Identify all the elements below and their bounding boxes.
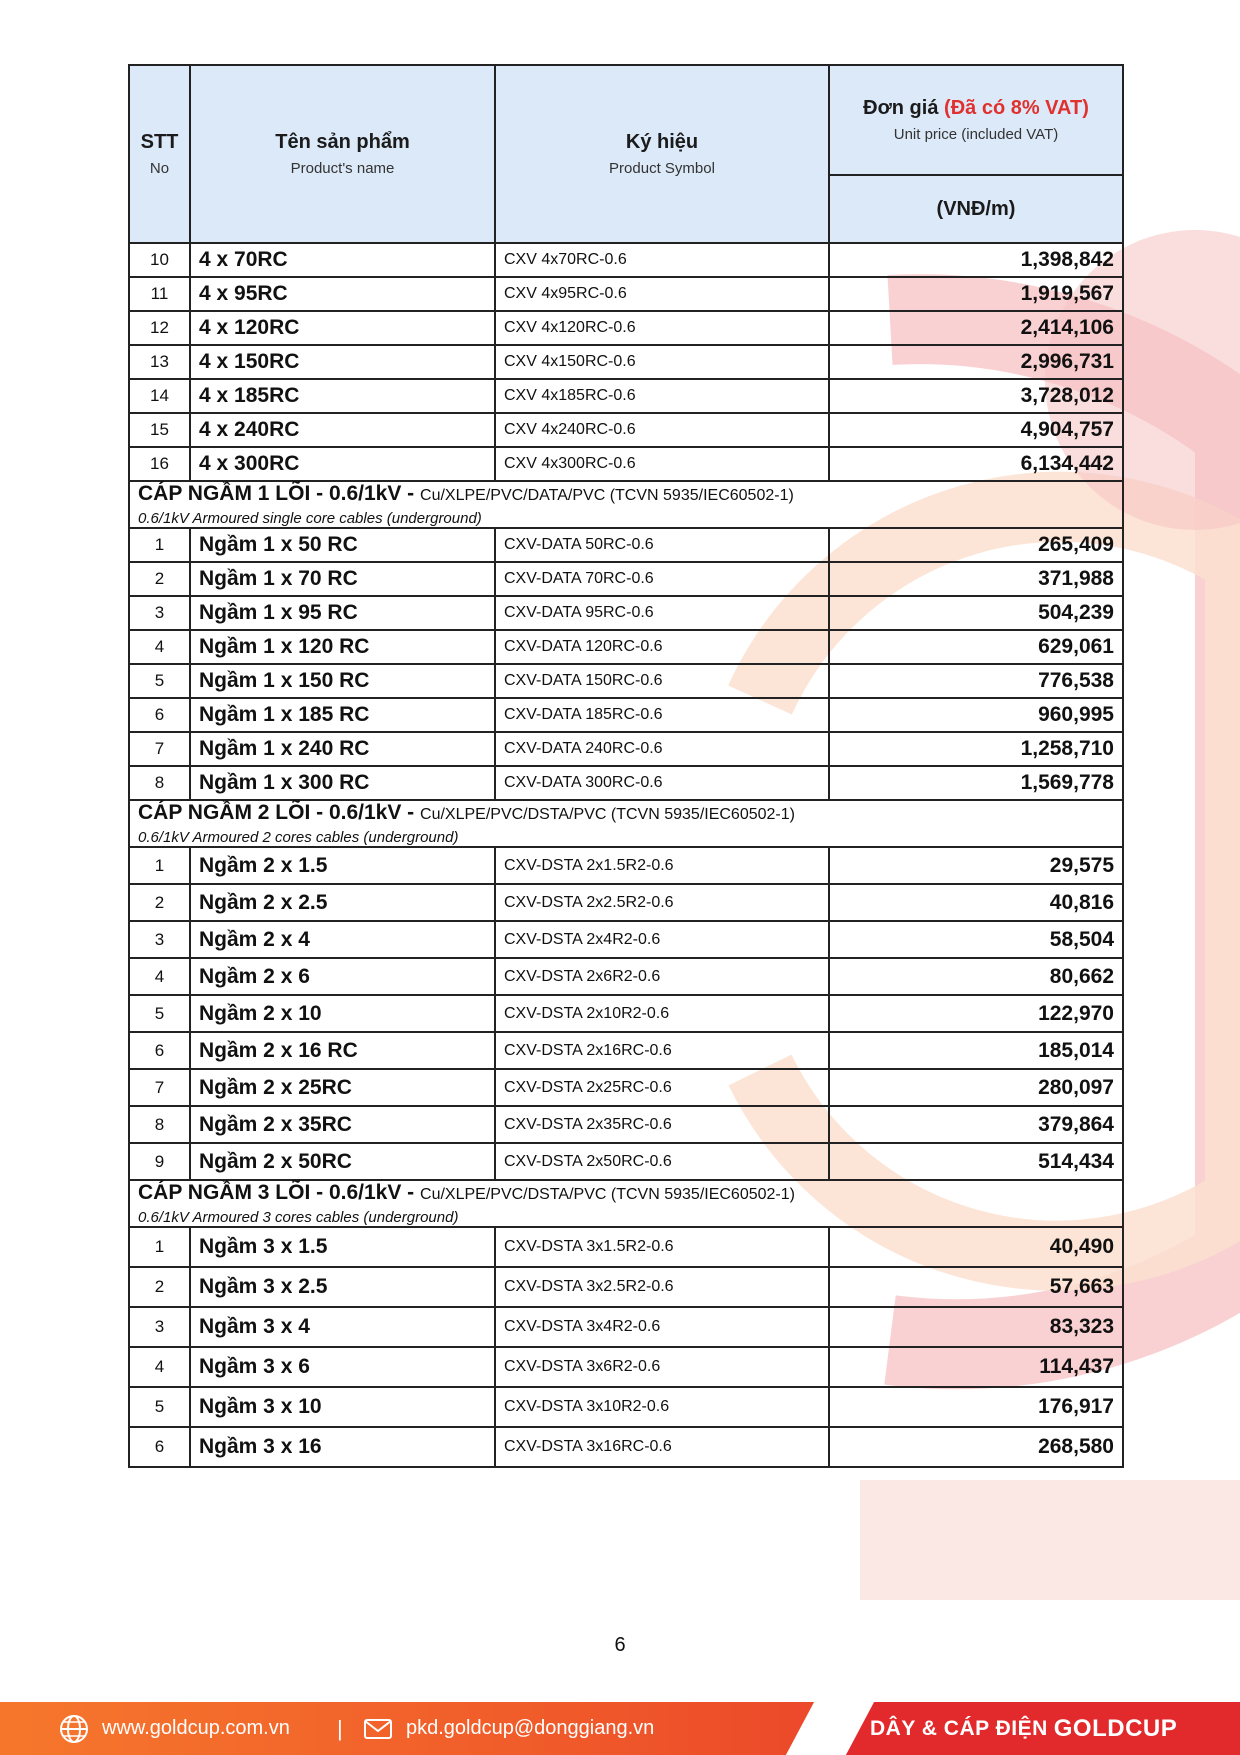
row-number: 13 bbox=[129, 345, 190, 379]
product-name: Ngầm 2 x 6 bbox=[190, 958, 495, 995]
product-name: Ngầm 3 x 4 bbox=[190, 1307, 495, 1347]
footer bbox=[0, 1702, 1240, 1755]
globe-icon bbox=[58, 1713, 90, 1745]
table-row bbox=[129, 1032, 1123, 1069]
row-number: 3 bbox=[129, 1307, 190, 1347]
row-number: 5 bbox=[129, 664, 190, 698]
section-header bbox=[129, 800, 1123, 847]
product-symbol: CXV-DATA 50RC-0.6 bbox=[495, 528, 829, 562]
unit-price: 185,014 bbox=[829, 1032, 1123, 1069]
table-row bbox=[129, 1307, 1123, 1347]
table-row bbox=[129, 447, 1123, 481]
row-number: 5 bbox=[129, 1387, 190, 1427]
unit-price: 40,490 bbox=[829, 1227, 1123, 1267]
unit-price: 122,970 bbox=[829, 995, 1123, 1032]
product-symbol: CXV-DSTA 2x25RC-0.6 bbox=[495, 1069, 829, 1106]
page-number: 6 bbox=[614, 1634, 626, 1656]
product-symbol: CXV-DATA 150RC-0.6 bbox=[495, 664, 829, 698]
unit-price: 3,728,012 bbox=[829, 379, 1123, 413]
unit-price: 371,988 bbox=[829, 562, 1123, 596]
unit-price: 1,398,842 bbox=[829, 243, 1123, 277]
table-row bbox=[129, 1143, 1123, 1180]
unit-price: 629,061 bbox=[829, 630, 1123, 664]
header-name bbox=[190, 65, 495, 243]
product-symbol: CXV-DSTA 3x6R2-0.6 bbox=[495, 1347, 829, 1387]
product-name: 4 x 70RC bbox=[190, 243, 495, 277]
unit-price: 4,904,757 bbox=[829, 413, 1123, 447]
unit-price: 2,996,731 bbox=[829, 345, 1123, 379]
footer-separator: | bbox=[337, 1715, 343, 1741]
footer-email-link[interactable] bbox=[362, 1702, 654, 1755]
product-symbol: CXV-DSTA 3x16RC-0.6 bbox=[495, 1427, 829, 1467]
product-symbol: CXV-DATA 95RC-0.6 bbox=[495, 596, 829, 630]
header-no-vi: STT bbox=[140, 131, 179, 153]
table-row bbox=[129, 958, 1123, 995]
table-row bbox=[129, 1069, 1123, 1106]
table-row bbox=[129, 243, 1123, 277]
product-name: Ngầm 1 x 240 RC bbox=[190, 732, 495, 766]
product-symbol: CXV 4x70RC-0.6 bbox=[495, 243, 829, 277]
table-row bbox=[129, 1387, 1123, 1427]
row-number: 12 bbox=[129, 311, 190, 345]
header-symbol-vi: Ký hiệu bbox=[625, 131, 699, 153]
product-name: 4 x 300RC bbox=[190, 447, 495, 481]
product-name: Ngầm 2 x 35RC bbox=[190, 1106, 495, 1143]
table-row bbox=[129, 921, 1123, 958]
header-name-vi: Tên sản phẩm bbox=[275, 131, 410, 153]
section-standard: Cu/XLPE/PVC/DSTA/PVC (TCVN 5935/IEC60502-1) bbox=[420, 1186, 795, 1203]
header-price bbox=[829, 65, 1123, 175]
product-symbol: CXV-DATA 240RC-0.6 bbox=[495, 732, 829, 766]
footer-website: www.goldcup.com.vn bbox=[102, 1717, 290, 1739]
product-symbol: CXV-DATA 120RC-0.6 bbox=[495, 630, 829, 664]
table-row bbox=[129, 562, 1123, 596]
product-name: 4 x 95RC bbox=[190, 277, 495, 311]
section-standard: Cu/XLPE/PVC/DATA/PVC (TCVN 5935/IEC60502-1) bbox=[420, 487, 794, 504]
product-name: Ngầm 3 x 6 bbox=[190, 1347, 495, 1387]
section-header-row bbox=[129, 481, 1123, 528]
unit-price: 776,538 bbox=[829, 664, 1123, 698]
row-number: 10 bbox=[129, 243, 190, 277]
product-name: 4 x 150RC bbox=[190, 345, 495, 379]
product-name: 4 x 240RC bbox=[190, 413, 495, 447]
unit-price: 40,816 bbox=[829, 884, 1123, 921]
table-row bbox=[129, 1227, 1123, 1267]
header-unit-text: (VNĐ/m) bbox=[936, 197, 1016, 220]
section-title: CÁP NGẦM 2 LÕI - 0.6/1kV - bbox=[138, 801, 421, 824]
product-symbol: CXV-DSTA 2x4R2-0.6 bbox=[495, 921, 829, 958]
product-name: Ngầm 2 x 1.5 bbox=[190, 847, 495, 884]
section-subtitle-en: 0.6/1kV Armoured single core cables (underground) bbox=[138, 510, 482, 527]
product-name: Ngầm 3 x 2.5 bbox=[190, 1267, 495, 1307]
table-row bbox=[129, 664, 1123, 698]
row-number: 6 bbox=[129, 1032, 190, 1069]
product-name: Ngầm 2 x 16 RC bbox=[190, 1032, 495, 1069]
product-symbol: CXV-DSTA 3x4R2-0.6 bbox=[495, 1307, 829, 1347]
table-row bbox=[129, 884, 1123, 921]
table-row bbox=[129, 732, 1123, 766]
section-subtitle-en: 0.6/1kV Armoured 3 cores cables (underground) bbox=[138, 1209, 459, 1226]
decor-band bbox=[860, 1480, 1240, 1600]
price-table bbox=[128, 64, 1124, 1468]
header-price-vat: (Đã có 8% VAT) bbox=[944, 97, 1089, 119]
header-price-en: Unit price (included VAT) bbox=[893, 126, 1059, 143]
footer-email: pkd.goldcup@donggiang.vn bbox=[406, 1717, 655, 1739]
section-header bbox=[129, 1180, 1123, 1227]
table-row bbox=[129, 1347, 1123, 1387]
row-number: 2 bbox=[129, 562, 190, 596]
unit-price: 58,504 bbox=[829, 921, 1123, 958]
row-number: 8 bbox=[129, 766, 190, 800]
mail-icon bbox=[362, 1713, 394, 1745]
header-name-en: Product's name bbox=[290, 160, 395, 177]
product-symbol: CXV-DATA 70RC-0.6 bbox=[495, 562, 829, 596]
product-name: Ngầm 1 x 185 RC bbox=[190, 698, 495, 732]
product-name: Ngầm 2 x 50RC bbox=[190, 1143, 495, 1180]
product-symbol: CXV-DATA 300RC-0.6 bbox=[495, 766, 829, 800]
row-number: 4 bbox=[129, 1347, 190, 1387]
header-symbol bbox=[495, 65, 829, 243]
row-number: 15 bbox=[129, 413, 190, 447]
product-symbol: CXV-DSTA 2x6R2-0.6 bbox=[495, 958, 829, 995]
unit-price: 280,097 bbox=[829, 1069, 1123, 1106]
row-number: 14 bbox=[129, 379, 190, 413]
section-header-row bbox=[129, 800, 1123, 847]
row-number: 7 bbox=[129, 1069, 190, 1106]
product-name: Ngầm 1 x 95 RC bbox=[190, 596, 495, 630]
product-symbol: CXV-DATA 185RC-0.6 bbox=[495, 698, 829, 732]
product-symbol: CXV 4x185RC-0.6 bbox=[495, 379, 829, 413]
product-symbol: CXV-DSTA 3x2.5R2-0.6 bbox=[495, 1267, 829, 1307]
footer-brand-name: GOLDCUP bbox=[1053, 1714, 1178, 1742]
product-symbol: CXV 4x120RC-0.6 bbox=[495, 311, 829, 345]
row-number: 8 bbox=[129, 1106, 190, 1143]
table-row bbox=[129, 1106, 1123, 1143]
row-number: 3 bbox=[129, 596, 190, 630]
unit-price: 960,995 bbox=[829, 698, 1123, 732]
product-name: Ngầm 2 x 25RC bbox=[190, 1069, 495, 1106]
table-row bbox=[129, 1267, 1123, 1307]
row-number: 6 bbox=[129, 1427, 190, 1467]
footer-brand bbox=[870, 1702, 1177, 1755]
unit-price: 80,662 bbox=[829, 958, 1123, 995]
product-name: Ngầm 2 x 4 bbox=[190, 921, 495, 958]
product-name: Ngầm 1 x 120 RC bbox=[190, 630, 495, 664]
unit-price: 6,134,442 bbox=[829, 447, 1123, 481]
row-number: 1 bbox=[129, 847, 190, 884]
product-name: Ngầm 2 x 10 bbox=[190, 995, 495, 1032]
table-row bbox=[129, 630, 1123, 664]
table-row bbox=[129, 596, 1123, 630]
product-name: Ngầm 1 x 150 RC bbox=[190, 664, 495, 698]
section-subtitle-en: 0.6/1kV Armoured 2 cores cables (underground) bbox=[138, 829, 459, 846]
table-row bbox=[129, 413, 1123, 447]
section-standard: Cu/XLPE/PVC/DSTA/PVC (TCVN 5935/IEC60502-1) bbox=[420, 806, 795, 823]
product-symbol: CXV-DSTA 2x50RC-0.6 bbox=[495, 1143, 829, 1180]
product-symbol: CXV-DSTA 2x16RC-0.6 bbox=[495, 1032, 829, 1069]
table-row bbox=[129, 379, 1123, 413]
product-symbol: CXV 4x95RC-0.6 bbox=[495, 277, 829, 311]
unit-price: 114,437 bbox=[829, 1347, 1123, 1387]
table-row bbox=[129, 1427, 1123, 1467]
unit-price: 514,434 bbox=[829, 1143, 1123, 1180]
row-number: 2 bbox=[129, 884, 190, 921]
unit-price: 29,575 bbox=[829, 847, 1123, 884]
row-number: 11 bbox=[129, 277, 190, 311]
header-price-vi: Đơn giá bbox=[863, 97, 939, 119]
product-symbol: CXV-DSTA 2x10R2-0.6 bbox=[495, 995, 829, 1032]
table-body bbox=[129, 243, 1123, 1467]
table-row bbox=[129, 766, 1123, 800]
product-name: Ngầm 3 x 10 bbox=[190, 1387, 495, 1427]
unit-price: 57,663 bbox=[829, 1267, 1123, 1307]
unit-price: 265,409 bbox=[829, 528, 1123, 562]
row-number: 4 bbox=[129, 630, 190, 664]
product-symbol: CXV 4x240RC-0.6 bbox=[495, 413, 829, 447]
product-name: Ngầm 1 x 70 RC bbox=[190, 562, 495, 596]
product-symbol: CXV-DSTA 2x1.5R2-0.6 bbox=[495, 847, 829, 884]
product-name: Ngầm 3 x 16 bbox=[190, 1427, 495, 1467]
row-number: 16 bbox=[129, 447, 190, 481]
product-symbol: CXV-DSTA 3x1.5R2-0.6 bbox=[495, 1227, 829, 1267]
table-row bbox=[129, 277, 1123, 311]
row-number: 1 bbox=[129, 528, 190, 562]
table-row bbox=[129, 345, 1123, 379]
product-symbol: CXV-DSTA 2x2.5R2-0.6 bbox=[495, 884, 829, 921]
product-name: Ngầm 1 x 50 RC bbox=[190, 528, 495, 562]
table-row bbox=[129, 698, 1123, 732]
product-name: Ngầm 3 x 1.5 bbox=[190, 1227, 495, 1267]
unit-price: 1,258,710 bbox=[829, 732, 1123, 766]
section-title: CÁP NGẦM 3 LÕI - 0.6/1kV - bbox=[138, 1181, 421, 1204]
unit-price: 176,917 bbox=[829, 1387, 1123, 1427]
unit-price: 2,414,106 bbox=[829, 311, 1123, 345]
table-row bbox=[129, 528, 1123, 562]
footer-brand-prefix: DÂY & CÁP ĐIỆN bbox=[870, 1716, 1048, 1740]
product-name: 4 x 120RC bbox=[190, 311, 495, 345]
table-row bbox=[129, 995, 1123, 1032]
unit-price: 1,569,778 bbox=[829, 766, 1123, 800]
product-name: Ngầm 2 x 2.5 bbox=[190, 884, 495, 921]
row-number: 6 bbox=[129, 698, 190, 732]
product-symbol: CXV 4x300RC-0.6 bbox=[495, 447, 829, 481]
product-name: Ngầm 1 x 300 RC bbox=[190, 766, 495, 800]
section-title: CÁP NGẦM 1 LÕI - 0.6/1kV - bbox=[138, 482, 421, 505]
table-row bbox=[129, 311, 1123, 345]
row-number: 1 bbox=[129, 1227, 190, 1267]
product-name: 4 x 185RC bbox=[190, 379, 495, 413]
header-unit bbox=[829, 175, 1123, 243]
header-symbol-en: Product Symbol bbox=[609, 160, 715, 177]
row-number: 9 bbox=[129, 1143, 190, 1180]
product-symbol: CXV 4x150RC-0.6 bbox=[495, 345, 829, 379]
row-number: 5 bbox=[129, 995, 190, 1032]
product-symbol: CXV-DSTA 3x10R2-0.6 bbox=[495, 1387, 829, 1427]
row-number: 4 bbox=[129, 958, 190, 995]
unit-price: 379,864 bbox=[829, 1106, 1123, 1143]
table-row bbox=[129, 847, 1123, 884]
unit-price: 504,239 bbox=[829, 596, 1123, 630]
header-no bbox=[129, 65, 190, 243]
unit-price: 83,323 bbox=[829, 1307, 1123, 1347]
row-number: 7 bbox=[129, 732, 190, 766]
section-header bbox=[129, 481, 1123, 528]
product-symbol: CXV-DSTA 2x35RC-0.6 bbox=[495, 1106, 829, 1143]
unit-price: 268,580 bbox=[829, 1427, 1123, 1467]
footer-website-link[interactable] bbox=[58, 1702, 290, 1755]
row-number: 2 bbox=[129, 1267, 190, 1307]
unit-price: 1,919,567 bbox=[829, 277, 1123, 311]
header-no-en: No bbox=[149, 160, 170, 177]
section-header-row bbox=[129, 1180, 1123, 1227]
row-number: 3 bbox=[129, 921, 190, 958]
